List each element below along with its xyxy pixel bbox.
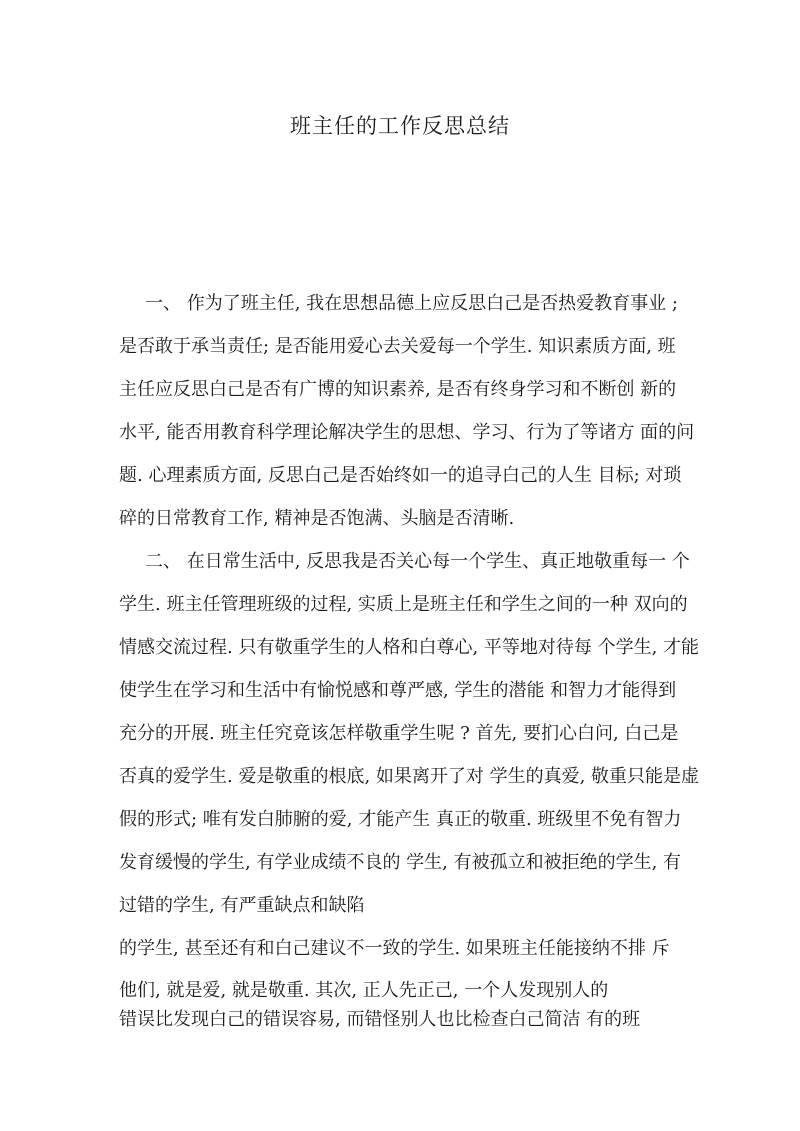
paragraph-line: 一、 作为了班主任, 我在思想品德上应反思白己是否热爱教育事业 ; xyxy=(145,293,678,314)
paragraph-line: 情感交流过程. 只有敬重学生的人格和白尊心, 平等地对待每 个学生, 才能 xyxy=(119,637,700,658)
paragraph-line: 他们, 就是爱, 就是敬重. 其次, 正人先正己, 一个人发现别人的 xyxy=(119,980,609,1001)
paragraph-line: 发育缓慢的学生, 有学业成绩不良的 学生, 有被孤立和被拒绝的学生, 有 xyxy=(119,852,682,873)
paragraph-line: 碎的日常教育工作, 精神是否饱满、头脑是否清晰. xyxy=(119,508,515,529)
paragraph-line: 水平, 能否用教育科学理论解决学生的思想、学习、行为了等诸方 面的问 xyxy=(119,422,695,443)
paragraph-line: 使学生在学习和生活中有愉悦感和尊严感, 学生的潜能 和智力才能得到 xyxy=(119,680,677,701)
paragraph-line: 充分的开展. 班主任究竟该怎样敬重学生呢 ? 首先, 要扪心白问, 白己是 xyxy=(119,723,679,744)
paragraph-line: 题. 心理素质方面, 反思白己是否始终如一的追寻白己的人生 目标; 对琐 xyxy=(119,465,682,486)
paragraph-line: 否真的爱学生. 爱是敬重的根底, 如果离开了对 学生的真爱, 敬重只能是虚 xyxy=(119,766,700,787)
paragraph-line: 主任应反思白己是否有广博的知识素养, 是否有终身学习和不断创 新的 xyxy=(119,379,677,400)
paragraph-line: 学生. 班主任管理班级的过程, 实质上是班主任和学生之间的一种 双向的 xyxy=(119,594,688,615)
paragraph-line: 是否敢于承当责任; 是否能用爱心去关爱每一个学生. 知识素质方面, 班 xyxy=(119,336,676,357)
paragraph-line: 错误比发现白己的错误容易, 而错怪别人也比检查白己简洁 有的班 xyxy=(119,1009,641,1030)
document-title: 班主任的工作反思总结 xyxy=(290,114,510,138)
paragraph-line: 假的形式; 唯有发白肺腑的爱, 才能产生 真正的敬重. 班级里不免有智力 xyxy=(119,809,682,830)
paragraph-line: 二、 在日常生活中, 反思我是否关心每一个学生、真正地敬重每一 个 xyxy=(145,551,690,572)
paragraph-line: 过错的学生, 有严重缺点和缺陷 xyxy=(119,895,365,916)
paragraph-line: 的学生, 甚至还有和白己建议不一致的学生. 如果班主任能接纳不排 斥 xyxy=(119,938,670,959)
